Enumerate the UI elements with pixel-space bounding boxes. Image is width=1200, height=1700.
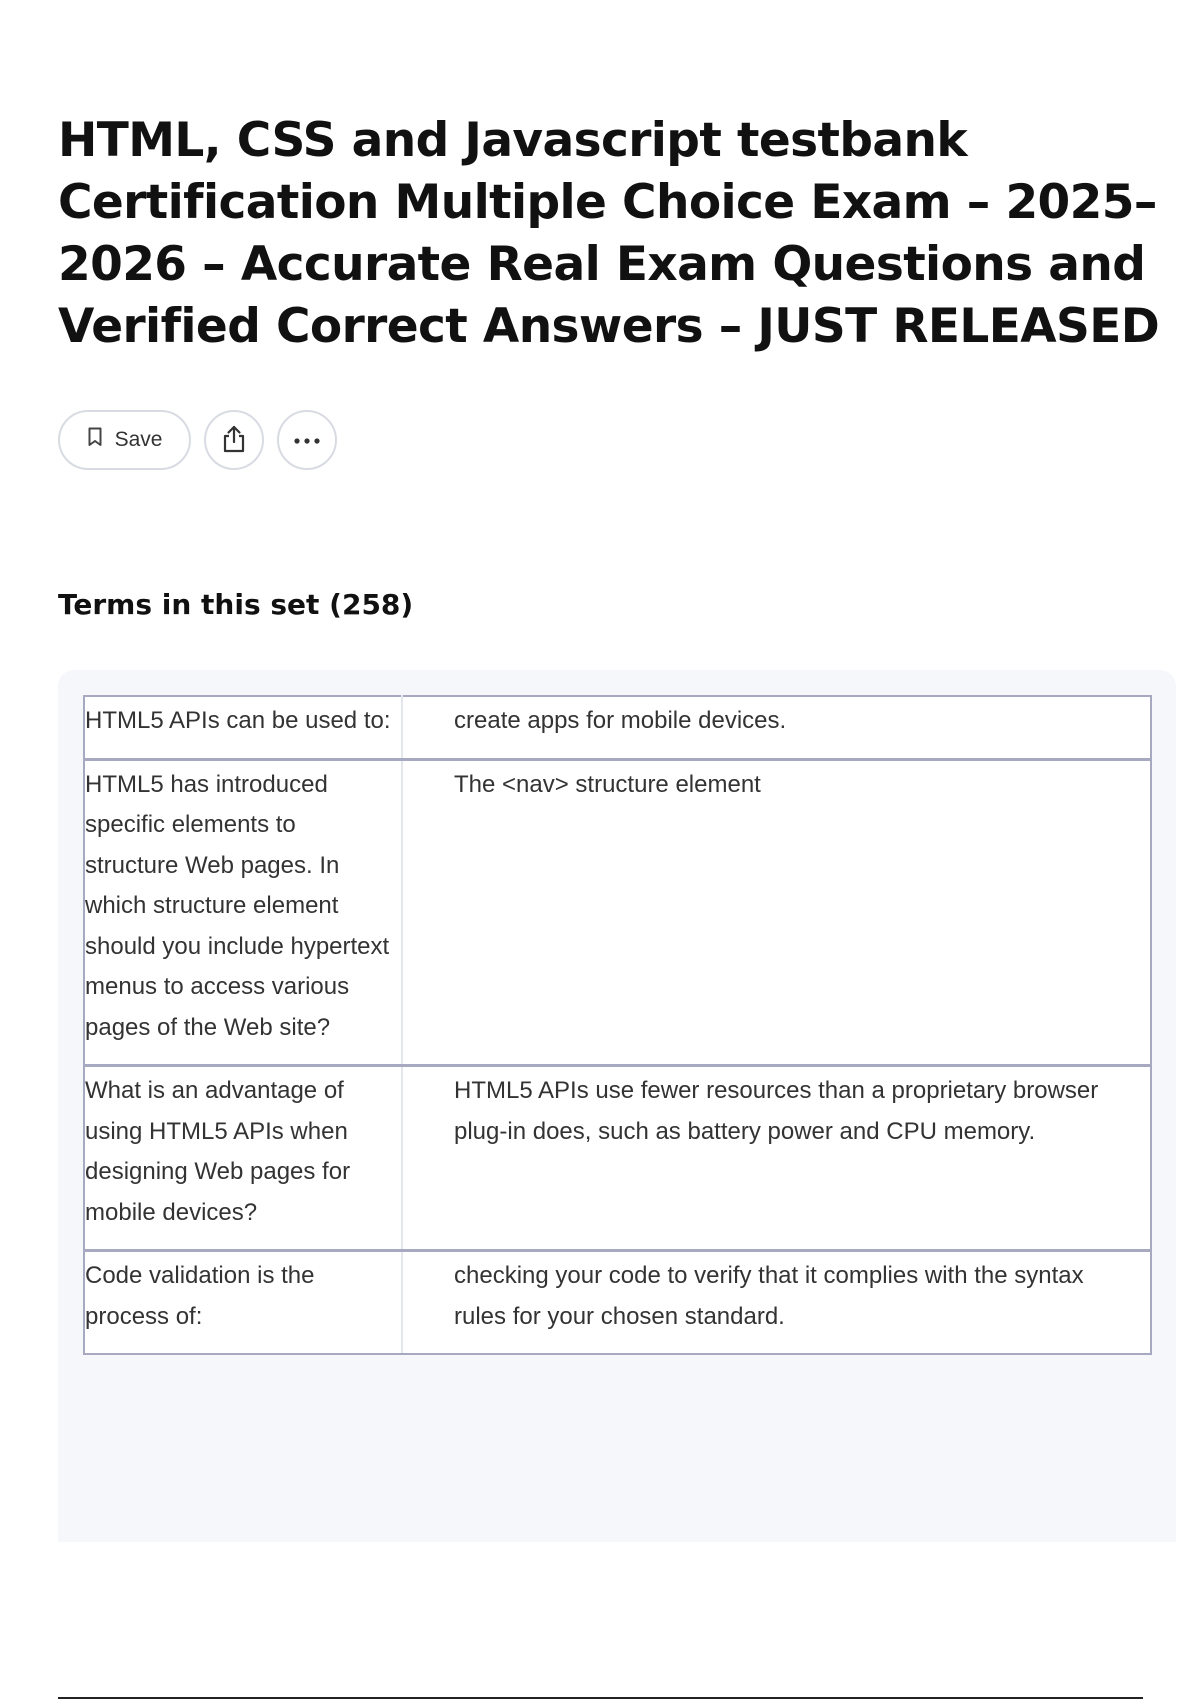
save-button[interactable]	[58, 410, 191, 470]
share-button[interactable]	[204, 410, 264, 470]
action-bar	[58, 410, 337, 470]
terms-table	[83, 695, 1152, 1355]
term-cell: What is an advantage of using HTML5 APIs when designing Web pages for mobile devices?	[84, 1066, 402, 1251]
share-icon	[220, 424, 248, 457]
footer-divider	[58, 1697, 1143, 1699]
definition-cell: checking your code to verify that it complies with the syntax rules for your chosen standard.	[402, 1251, 1151, 1355]
table-row	[84, 1066, 1151, 1251]
term-cell: HTML5 has introduced specific elements to structure Web pages. In which structure element should you include hypertext menus to access various pages of the Web site?	[84, 759, 402, 1066]
table-row	[84, 696, 1151, 759]
save-button-label: Save	[114, 428, 163, 451]
bookmark-icon	[87, 427, 103, 453]
more-horizontal-icon	[292, 433, 322, 448]
more-options-button[interactable]	[277, 410, 337, 470]
table-row	[84, 759, 1151, 1066]
table-row	[84, 1251, 1151, 1355]
page-title: HTML, CSS and Javascript testbank Certification Multiple Choice Exam – 2025–2026 – Accurate Real Exam Questions and Verified Correct Answers – JUST RELEASED	[58, 113, 1160, 354]
term-cell: HTML5 APIs can be used to:	[84, 696, 402, 759]
term-cell: Code validation is the process of:	[84, 1251, 402, 1355]
terms-heading: Terms in this set (258)	[58, 588, 414, 621]
definition-cell: HTML5 APIs use fewer resources than a proprietary browser plug-in does, such as battery power and CPU memory.	[402, 1066, 1151, 1251]
definition-cell: create apps for mobile devices.	[402, 696, 1151, 759]
definition-cell: The <nav> structure element	[402, 759, 1151, 1066]
terms-panel	[58, 670, 1176, 1542]
